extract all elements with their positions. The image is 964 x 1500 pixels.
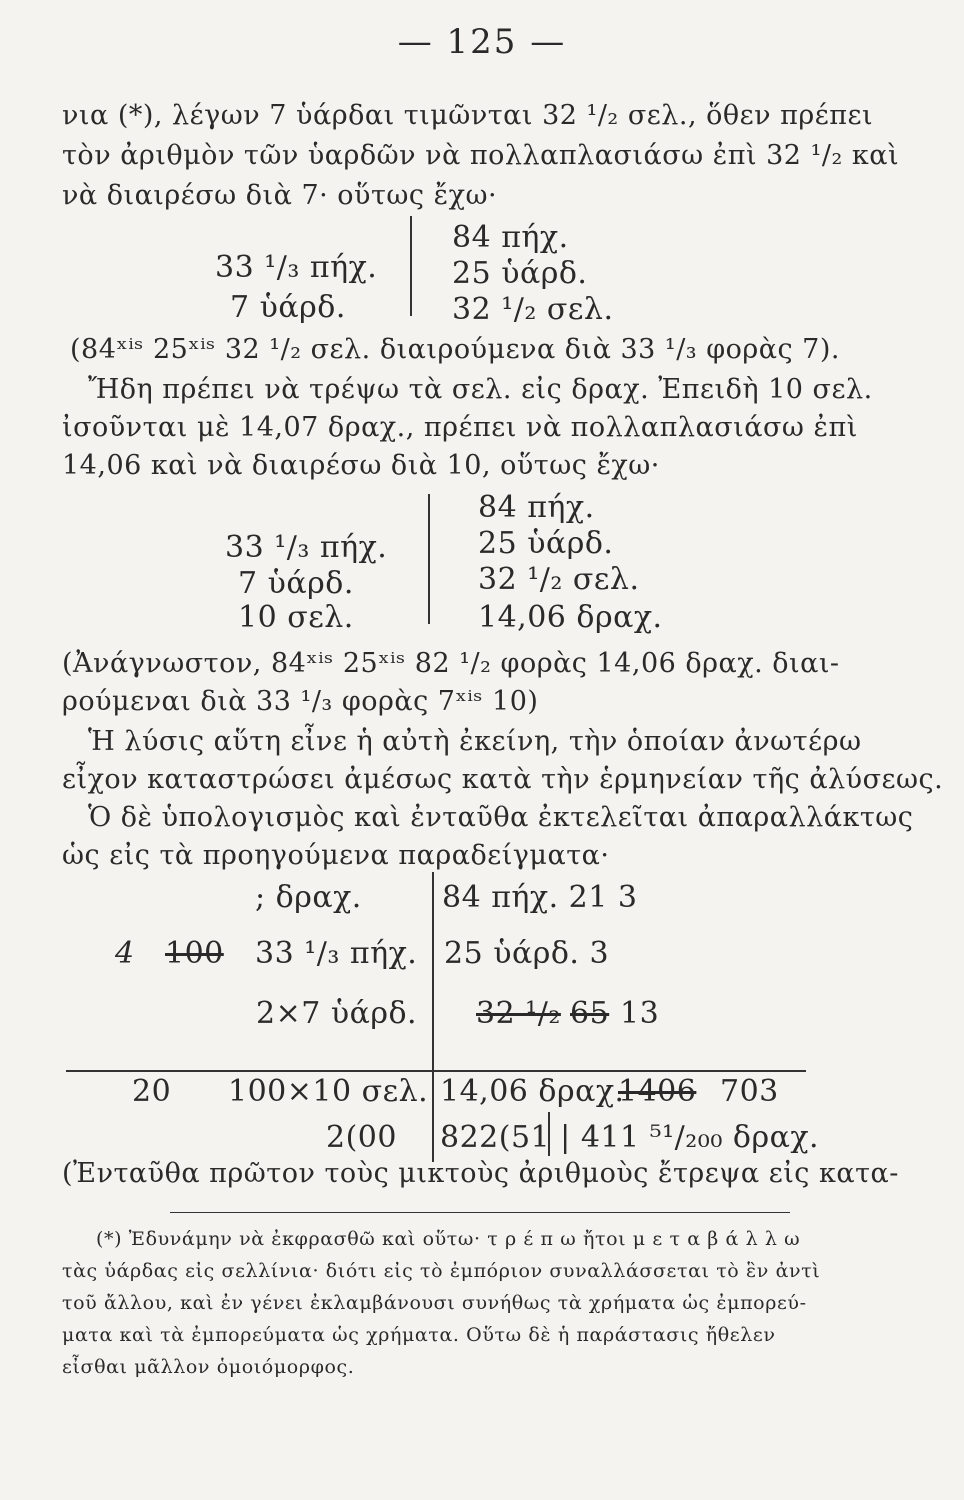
table-cell: ; δραχ. bbox=[255, 880, 362, 915]
table-cell: 65 bbox=[570, 996, 610, 1031]
footnote-line: τὰς ὑάρδας εἰς σελλίνια· διότι εἰς τὸ ἐμπόριον συναλλάσσεται τὸ ἓν ἀντὶ bbox=[62, 1260, 821, 1282]
table-cell: 32 ¹/₂ σελ. bbox=[452, 292, 614, 327]
table-cell: 7 ὑάρδ. bbox=[230, 290, 346, 325]
footnote-line: εἶσθαι μᾶλλον ὁμοιόμορφος. bbox=[62, 1356, 355, 1378]
table-cell: 822(51 | 411 ⁵¹/₂₀₀ δραχ. bbox=[440, 1120, 820, 1155]
table-rule bbox=[66, 1070, 806, 1072]
footnote-line: ματα καὶ τὰ ἐμπορεύματα ὡς χρήματα. Οὕτω δὲ ἡ παράστασις ἤθελεν bbox=[62, 1324, 776, 1346]
table-cell: 13 bbox=[620, 996, 660, 1031]
table-cell: 25 ὑάρδ. bbox=[452, 256, 588, 291]
table-cell: 84 πήχ. 21 3 bbox=[442, 880, 638, 915]
table-cell: 703 bbox=[720, 1074, 779, 1109]
table-cell: 32 ¹/₂ bbox=[476, 996, 561, 1031]
table-cell: 2(00 bbox=[326, 1120, 397, 1155]
table-cell: 33 ¹/₃ πήχ. bbox=[225, 530, 388, 565]
text-line: ρούμεναι διὰ 33 ¹/₃ φορὰς 7ˣⁱˢ 10) bbox=[62, 686, 539, 717]
table-cell: 25 ὑάρδ. 3 bbox=[444, 936, 610, 971]
table-cell: 14,06 δραχ. bbox=[440, 1074, 625, 1109]
table-cell: 14,06 δραχ. bbox=[478, 600, 663, 635]
text-line: 14,06 καὶ νὰ διαιρέσω διὰ 10, οὕτως ἔχω· bbox=[62, 450, 660, 481]
table-cell: 100 bbox=[165, 936, 224, 971]
table-cell: 1406 bbox=[618, 1074, 697, 1109]
table-cell: 10 σελ. bbox=[238, 600, 354, 635]
table-divider bbox=[410, 216, 412, 316]
text-line: Ἤδη πρέπει νὰ τρέψω τὰ σελ. εἰς δραχ. Ἐπειδὴ 10 σελ. bbox=[88, 374, 873, 405]
text-line: ἰσοῦνται μὲ 14,07 δραχ., πρέπει νὰ πολλαπλασιάσω ἐπὶ bbox=[62, 412, 858, 443]
text-line: νια (*), λέγων 7 ὑάρδαι τιμῶνται 32 ¹/₂ σελ., ὅθεν πρέπει bbox=[62, 100, 874, 131]
text-line: νὰ διαιρέσω διὰ 7· οὕτως ἔχω· bbox=[62, 180, 498, 211]
page-number: — 125 — bbox=[397, 22, 567, 62]
text-line: (Ἐνταῦθα πρῶτον τοὺς μικτοὺς ἀριθμοὺς ἔτρεψα εἰς κατα- bbox=[62, 1158, 899, 1189]
text-line: τὸν ἀριθμὸν τῶν ὑαρδῶν νὰ πολλαπλασιάσω ἐπὶ 32 ¹/₂ καὶ bbox=[62, 140, 900, 171]
table-cell: 100×10 σελ. bbox=[228, 1074, 429, 1109]
table-cell: 33 ¹/₃ πήχ. bbox=[215, 250, 378, 285]
table-cell: 25 ὑάρδ. bbox=[478, 526, 614, 561]
text-line: Ἡ λύσις αὕτη εἶνε ἡ αὐτὴ ἐκείνη, τὴν ὁποίαν ἀνωτέρω bbox=[88, 726, 862, 757]
text-line: Ὁ δὲ ὑπολογισμὸς καὶ ἐνταῦθα ἐκτελεῖται ἀπαραλλάκτως bbox=[88, 802, 914, 833]
table-cell: 4 bbox=[115, 936, 135, 971]
footnote-line: (*) Ἐδυνάμην νὰ ἐκφρασθῶ καὶ οὕτω· τ ρ έ π ω ἤτοι μ ε τ α β ά λ λ ω bbox=[96, 1228, 801, 1250]
table-cell: 84 πήχ. bbox=[478, 490, 595, 525]
table-divider bbox=[428, 494, 430, 624]
text-line: εἶχον καταστρώσει ἀμέσως κατὰ τὴν ἑρμηνείαν τῆς ἀλύσεως. bbox=[62, 764, 944, 795]
text-line: ὡς εἰς τὰ προηγούμενα παραδείγματα· bbox=[62, 840, 610, 871]
footnote-rule bbox=[170, 1212, 790, 1213]
table-cell: 32 ¹/₂ σελ. bbox=[478, 562, 640, 597]
text-line: (Ἀνάγνωστον, 84ˣⁱˢ 25ˣⁱˢ 82 ¹/₂ φορὰς 14,06 δραχ. διαι- bbox=[62, 648, 840, 679]
table-cell: 7 ὑάρδ. bbox=[238, 566, 354, 601]
table-divider bbox=[432, 872, 434, 1162]
table-cell: 33 ¹/₃ πήχ. bbox=[255, 936, 418, 971]
table-cell: 20 bbox=[132, 1074, 172, 1109]
table-cell: 84 πήχ. bbox=[452, 220, 569, 255]
table-cell: 2×7 ὑάρδ. bbox=[256, 996, 418, 1031]
footnote-line: τοῦ ἄλλου, καὶ ἐν γένει ἐκλαμβάνουσι συνήθως τὰ χρήματα ὡς ἐμπορεύ- bbox=[62, 1292, 807, 1314]
text-line: (84ˣⁱˢ 25ˣⁱˢ 32 ¹/₂ σελ. διαιρούμενα διὰ 33 ¹/₃ φορὰς 7). bbox=[70, 334, 840, 365]
